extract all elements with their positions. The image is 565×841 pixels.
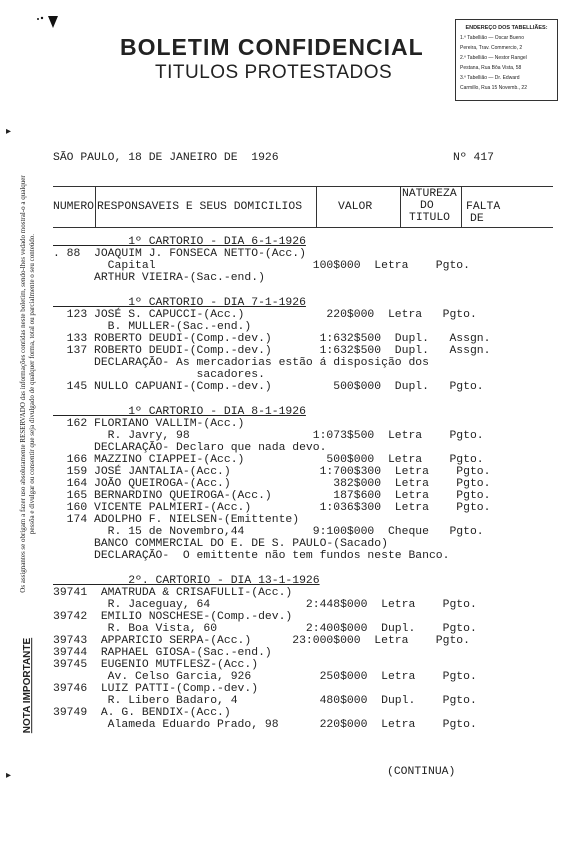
section-heading: 1º CARTORIO - DIA 8-1-1926 — [53, 406, 306, 418]
doc-number: Nº 417 — [453, 152, 495, 164]
address-line: Pestana, Rua Bôa Vista, 58 — [460, 65, 522, 71]
section-heading: 1º CARTORIO - DIA 7-1-1926 — [53, 297, 306, 309]
address-line: 2.º Tabellião — Nestor Rangel — [460, 55, 527, 61]
page-title: BOLETIM CONFIDENCIAL — [120, 34, 424, 60]
record-line: . 88 JOAQUIM J. FONSECA NETTO-(Acc.) — [53, 248, 306, 260]
record-line: R. Jaceguay, 64 2:448$000 Letra Pgto. — [53, 599, 477, 611]
address-line: Carmillo, Rua 15 Novemb., 22 — [460, 85, 527, 91]
column-header-valor: VALOR — [338, 201, 373, 213]
continua-label: (CONTINUA) — [387, 766, 456, 778]
record-line: R. 15 de Novembro,44 9:100$000 Cheque Pgto. — [53, 526, 484, 538]
record-line: B. MULLER-(Sac.-end.) — [53, 321, 252, 333]
record-line: DECLARAÇÃO- As mercadorias estão á disposição dos — [53, 357, 429, 369]
column-divider — [95, 186, 96, 227]
doc-date: SÃO PAULO, 18 DE JANEIRO DE 1926 — [53, 152, 279, 164]
record-line: DECLARAÇÃO- O emittente não tem fundos neste Banco. — [53, 550, 450, 562]
record-line: 145 NULLO CAPUANI-(Comp.-dev.) 500$000 Dupl. Pgto. — [53, 381, 484, 393]
record-line: 165 BERNARDINO QUEIROGA-(Acc.) 187$600 Letra Pgto. — [53, 490, 491, 502]
column-header-falta: FALTA — [466, 201, 501, 213]
column-divider — [316, 186, 317, 227]
record-line: 123 JOSÉ S. CAPUCCI-(Acc.) 220$000 Letra Pgto. — [53, 309, 477, 321]
record-line: 39744 RAPHAEL GIOSA-(Sac.-end.) — [53, 647, 272, 659]
column-header-numero: NUMERO — [53, 201, 95, 213]
record-line: sacadores. — [53, 369, 265, 381]
record-line: R. Libero Badaro, 4 480$000 Dupl. Pgto. — [53, 695, 477, 707]
record-line: Alameda Eduardo Prado, 98 220$000 Letra Pgto. — [53, 719, 477, 731]
record-line: 39749 A. G. BENDIX-(Acc.) — [53, 707, 231, 719]
record-line: ARTHUR VIEIRA-(Sac.-end.) — [53, 272, 265, 284]
column-divider — [400, 186, 401, 227]
section-heading: 2º. CARTORIO - DIA 13-1-1926 — [53, 575, 320, 587]
record-line: R. Boa Vista, 60 2:400$000 Dupl. Pgto. — [53, 623, 477, 635]
record-line: 162 FLORIANO VALLIM-(Acc.) — [53, 418, 245, 430]
record-line: DECLARAÇÃO- Declaro que nada devo. — [53, 442, 327, 454]
record-line: 160 VICENTE PALMIERI-(Acc.) 1:036$300 Letra Pgto. — [53, 502, 491, 514]
record-line: 137 ROBERTO DEUDI-(Comp.-dev.) 1:632$500 Dupl. Assgn. — [53, 345, 491, 357]
address-line: 3.º Tabellião — Dr. Edward — [460, 75, 520, 81]
table-rule — [53, 227, 553, 228]
address-line: Pereira, Trav. Commercio, 2 — [460, 45, 523, 51]
record-line: Capital 100$000 Letra Pgto. — [53, 260, 470, 272]
record-line: 39742 EMILIO NOSCHESE-(Comp.-dev.) — [53, 611, 293, 623]
side-note: Os assignantes se obrigam a fazer uso absolutamente RESERVADO das informações contidas neste boletim, sendo-lhes vedado mostral-o a qualquer pessôa e divulgar ou consentir que seja divulgado de qualquer forma, total ou parcialmente o seu conteúdo. — [19, 175, 36, 593]
column-header-natureza: TITULO — [409, 212, 451, 224]
section-heading: 1º CARTORIO - DIA 6-1-1926 — [53, 236, 306, 248]
record-line: 174 ADOLPHO F. NIELSEN-(Emittente) — [53, 514, 300, 526]
address-box — [455, 19, 558, 101]
record-line: Av. Celso Garcia, 926 250$000 Letra Pgto. — [53, 671, 477, 683]
column-header-responsaveis: RESPONSAVEIS E SEUS DOMICILIOS — [97, 201, 303, 213]
punch-mark: ▸ — [6, 126, 12, 137]
record-line: 159 JOSÉ JANTALIA-(Acc.) 1:700$300 Letra Pgto. — [53, 466, 491, 478]
logo-mark — [36, 12, 76, 39]
record-line: R. Javry, 98 1:073$500 Letra Pgto. — [53, 430, 484, 442]
page-subtitle: TITULOS PROTESTADOS — [155, 62, 393, 83]
side-note-label: NOTA IMPORTANTE — [22, 637, 34, 734]
record-line: 39741 AMATRUDA & CRISAFULLI-(Acc.) — [53, 587, 293, 599]
column-header-falta: DE — [470, 213, 484, 225]
record-line: 39745 EUGENIO MUTFLESZ-(Acc.) — [53, 659, 259, 671]
address-line: 1.º Tabellião — Oscar Bueno — [460, 35, 524, 41]
record-line: BANCO COMMERCIAL DO E. DE S. PAULO-(Sacado) — [53, 538, 388, 550]
column-header-natureza: NATUREZA — [402, 188, 457, 200]
table-rule — [53, 186, 553, 187]
record-line: 164 JOÃO QUEIROGA-(Acc.) 382$000 Letra Pgto. — [53, 478, 491, 490]
address-heading: ENDEREÇO DOS TABELLIÃES: — [465, 25, 548, 31]
punch-mark: ▸ — [6, 770, 12, 781]
column-header-natureza: DO — [420, 200, 434, 212]
record-line: 133 ROBERTO DEUDI-(Comp.-dev.) 1:632$500 Dupl. Assgn. — [53, 333, 491, 345]
record-line: 39743 APPARICIO SERPA-(Acc.) 23:000$000 Letra Pgto. — [53, 635, 470, 647]
column-divider — [461, 186, 462, 227]
record-line: 39746 LUIZ PATTI-(Comp.-dev.) — [53, 683, 259, 695]
record-line: 166 MAZZINO CIAPPEI-(Acc.) 500$000 Letra Pgto. — [53, 454, 484, 466]
